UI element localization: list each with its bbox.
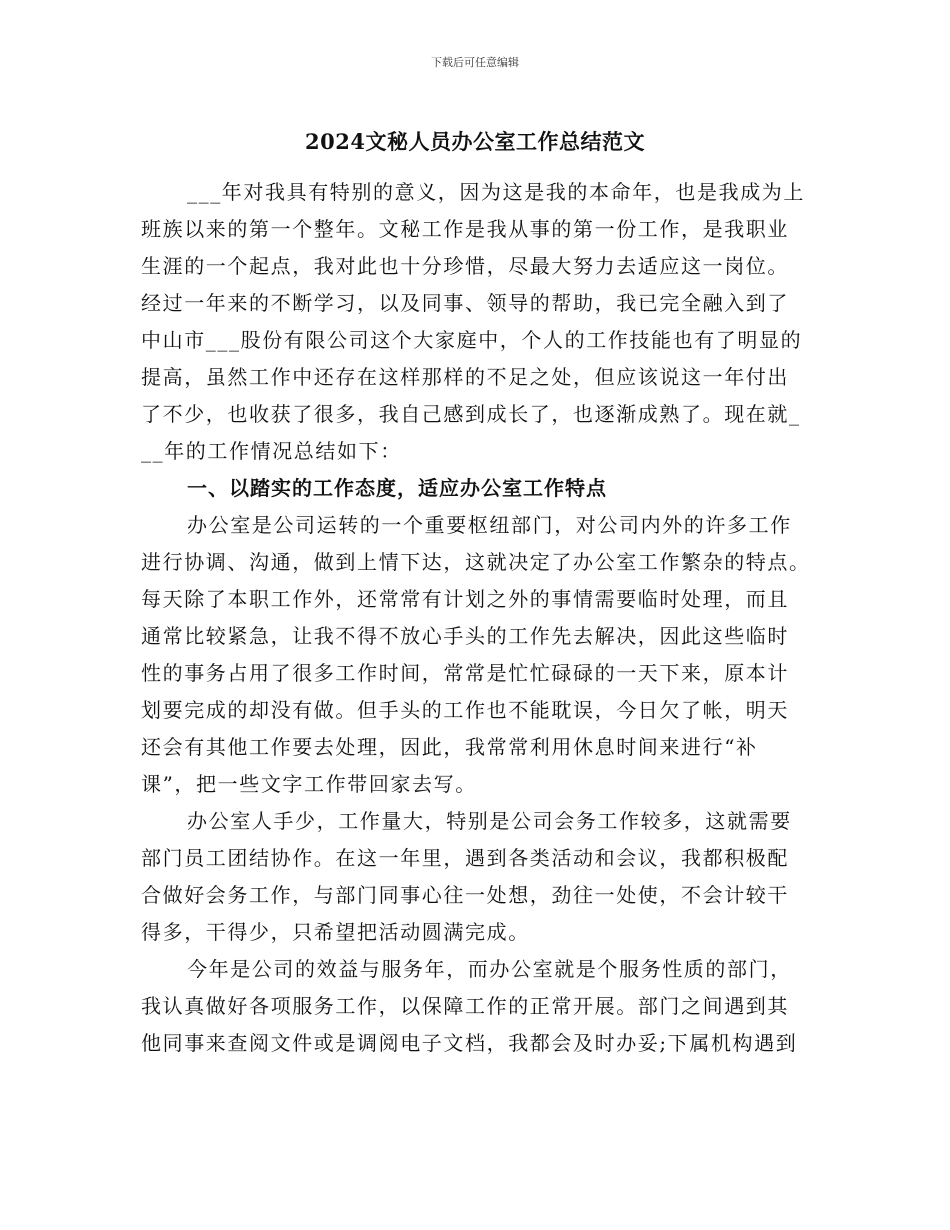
paragraph-line: __年的工作情况总结如下： xyxy=(141,439,402,463)
document-title: 2024文秘人员办公室工作总结范文 xyxy=(305,129,645,154)
paragraph-line: 合做好会务工作，与部门同事心往一处想，劲往一处使，不会计较干 xyxy=(141,883,789,907)
paragraph-line: 办公室是公司运转的一个重要枢纽部门，对公司内外的许多工作 xyxy=(187,513,792,537)
paragraph-line: ___年对我具有特别的意义，因为这是我的本命年，也是我成为上 xyxy=(187,180,805,204)
paragraph-line: 他同事来查阅文件或是调阅电子文档，我都会及时办妥;下属机构遇到 xyxy=(141,1031,798,1055)
paragraph-line: 中山市___股份有限公司这个大家庭中，个人的工作技能也有了明显的 xyxy=(141,328,803,352)
paragraph-line: 班族以来的第一个整年。文秘工作是我从事的第一份工作，是我职业 xyxy=(141,217,789,241)
paragraph-line: 办公室人手少，工作量大，特别是公司会务工作较多，这就需要 xyxy=(187,809,792,833)
paragraph-line: 了不少，也收获了很多，我自己感到成长了，也逐渐成熟了。现在就_ xyxy=(141,402,801,426)
paragraph-line: 生涯的一个起点，我对此也十分珍惜，尽最大努力去适应这一岗位。 xyxy=(141,254,789,278)
paragraph-line: 得多，干得少，只希望把活动圆满完成。 xyxy=(141,920,530,944)
paragraph-line: 还会有其他工作要去处理，因此，我常常利用休息时间来进行“补 xyxy=(141,735,758,759)
paragraph-line: 部门员工团结协作。在这一年里，遇到各类活动和会议，我都积极配 xyxy=(141,846,789,870)
document-body xyxy=(141,174,813,1062)
paragraph-line: 提高，虽然工作中还存在这样那样的不足之处，但应该说这一年付出 xyxy=(141,365,789,389)
paragraph-line: 进行协调、沟通，做到上情下达，这就决定了办公室工作繁杂的特点。 xyxy=(141,550,811,574)
paragraph-line: 我认真做好各项服务工作，以保障工作的正常开展。部门之间遇到其 xyxy=(141,994,789,1018)
section-heading: 一、以踏实的工作态度，适应办公室工作特点 xyxy=(187,476,607,500)
paragraph-line: 课”，把一些文字工作带回家去写。 xyxy=(141,772,477,796)
paragraph-line: 性的事务占用了很多工作时间，常常是忙忙碌碌的一天下来，原本计 xyxy=(141,661,789,685)
paragraph-line: 今年是公司的效益与服务年，而办公室就是个服务性质的部门， xyxy=(187,957,792,981)
header-note: 下载后可任意编辑 xyxy=(431,56,519,69)
paragraph-line: 划要完成的却没有做。但手头的工作也不能耽误，今日欠了帐，明天 xyxy=(141,698,789,722)
paragraph-line: 经过一年来的不断学习，以及同事、领导的帮助，我已完全融入到了 xyxy=(141,291,789,315)
paragraph-line: 每天除了本职工作外，还常常有计划之外的事情需要临时处理，而且 xyxy=(141,587,789,611)
paragraph-line: 通常比较紧急，让我不得不放心手头的工作先去解决，因此这些临时 xyxy=(141,624,789,648)
